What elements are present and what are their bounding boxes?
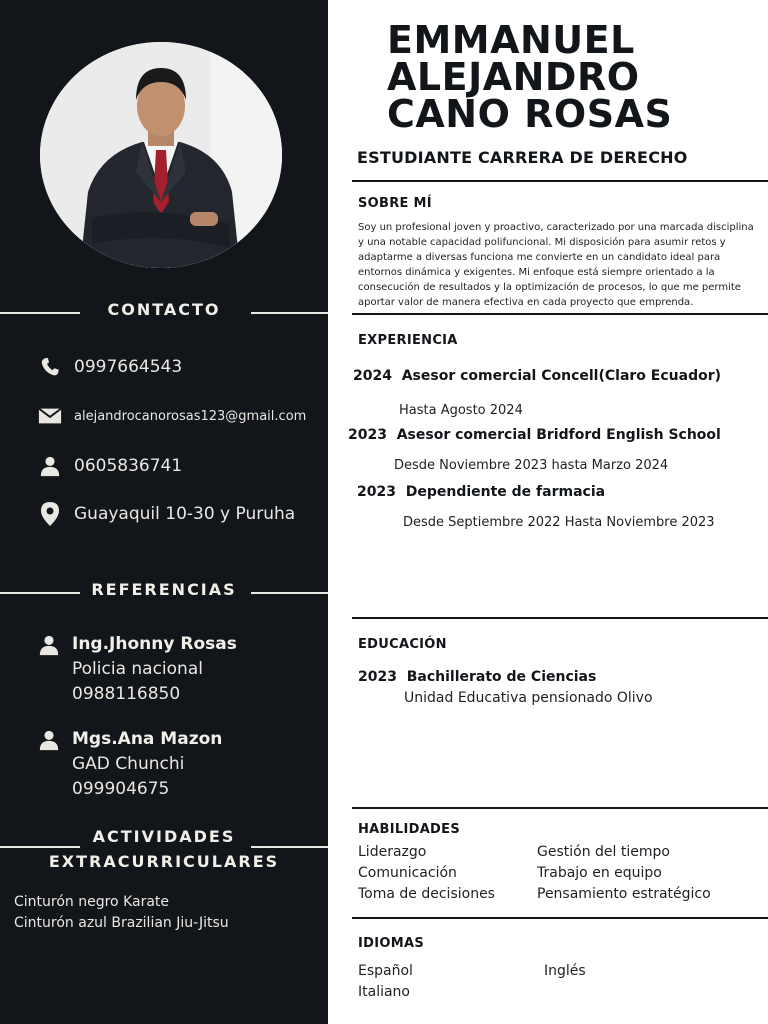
reference-org: Policia nacional — [72, 659, 203, 679]
contact-email — [38, 404, 306, 428]
contact-id — [38, 454, 182, 478]
skill-item: Trabajo en equipo — [537, 865, 662, 881]
id-number: 0605836741 — [74, 456, 183, 476]
education-degree: Bachillerato de Ciencias — [406, 669, 597, 685]
experience-heading: EXPERIENCIA — [358, 333, 458, 348]
activity-item: Cinturón azul Brazilian Jiu-Jitsu — [14, 915, 229, 931]
sidebar — [0, 0, 328, 1024]
phone-icon — [38, 355, 62, 379]
name-line-1: EMMANUEL — [387, 18, 635, 62]
about-heading: SOBRE MÍ — [358, 196, 432, 211]
about-text: Soy un profesional joven y proactivo, caracterizado por una marcada disciplina y una notable capacidad polifuncional. Mi disposición para asumir retos y adaptarme a diversas funciona me convierte en un candidato ideal para entornos dinámica y exigentes. Mi enfoque está siempre orientado a la consecución de resultados y la optimización de procesos, lo que me permite aportar valor de manera efectiva en cada proyecto que emprenda. — [358, 222, 754, 308]
education-year: 2023 — [358, 669, 397, 685]
address: Guayaquil 10-30 y Puruha — [74, 504, 296, 524]
divider — [352, 180, 768, 182]
language-item: Español — [358, 963, 413, 979]
divider — [352, 313, 768, 315]
divider — [251, 846, 328, 848]
experience-period: Desde Septiembre 2022 Hasta Noviembre 2023 — [403, 515, 715, 530]
person-name — [387, 18, 673, 136]
name-line-2: ALEJANDRO — [387, 55, 640, 99]
name-line-3: CANO ROSAS — [387, 92, 673, 136]
experience-year: 2023 — [357, 484, 396, 500]
education-heading: EDUCACIÓN — [358, 637, 447, 652]
education-school: Unidad Educativa pensionado Olivo — [404, 690, 653, 706]
skill-item: Comunicación — [358, 865, 457, 881]
email-address[interactable]: alejandrocanorosas123@gmail.com — [74, 408, 307, 424]
divider — [251, 592, 328, 594]
skill-item: Pensamiento estratégico — [537, 886, 711, 902]
contact-phone — [38, 355, 182, 379]
contact-address — [38, 502, 295, 526]
reference-phone[interactable]: 099904675 — [72, 779, 170, 799]
activities-heading — [0, 827, 328, 877]
reference-name: Ing.Jhonny Rosas — [72, 634, 237, 654]
skill-item: Toma de decisiones — [358, 886, 495, 902]
profile-photo — [40, 42, 282, 268]
skill-item: Gestión del tiempo — [537, 844, 670, 860]
experience-item-title — [353, 368, 721, 384]
references-heading — [0, 580, 328, 606]
divider — [251, 312, 328, 314]
experience-item-title — [357, 484, 605, 500]
experience-item-title — [348, 427, 721, 443]
envelope-icon — [38, 404, 62, 428]
divider — [0, 846, 80, 848]
experience-period: Desde Noviembre 2023 hasta Marzo 2024 — [394, 458, 669, 473]
user-icon — [38, 729, 62, 753]
divider — [352, 807, 768, 809]
experience-role: Asesor comercial Bridford English School — [396, 427, 721, 443]
phone-number[interactable]: 0997664543 — [74, 357, 183, 377]
experience-year: 2023 — [348, 427, 387, 443]
activity-item: Cinturón negro Karate — [14, 894, 170, 910]
education-item-title — [358, 669, 596, 685]
divider — [352, 917, 768, 919]
user-icon — [38, 454, 62, 478]
language-item: Inglés — [544, 963, 586, 979]
activities-list — [14, 892, 229, 934]
experience-role: Dependiente de farmacia — [405, 484, 606, 500]
reference-name: Mgs.Ana Mazon — [72, 729, 223, 749]
skills-heading: HABILIDADES — [358, 822, 460, 837]
main-content — [328, 0, 768, 1024]
language-item: Italiano — [358, 984, 410, 1000]
contact-heading — [0, 300, 328, 326]
experience-role: Asesor comercial Concell(Claro Ecuador) — [401, 368, 722, 384]
user-icon — [38, 634, 62, 658]
activities-heading-line2: EXTRACURRICULARES — [48, 852, 280, 871]
experience-year: 2024 — [353, 368, 392, 384]
location-pin-icon — [38, 502, 62, 526]
reference-org: GAD Chunchi — [72, 754, 185, 774]
person-title: ESTUDIANTE CARRERA DE DERECHO — [357, 148, 688, 167]
references-heading-label: REFERENCIAS — [91, 580, 237, 599]
activities-heading-line1: ACTIVIDADES — [92, 827, 236, 846]
experience-period: Hasta Agosto 2024 — [399, 403, 523, 418]
divider — [352, 617, 768, 619]
skill-item: Liderazgo — [358, 844, 427, 860]
languages-heading: IDIOMAS — [358, 936, 424, 951]
contact-heading-label: CONTACTO — [107, 300, 221, 319]
reference-phone[interactable]: 0988116850 — [72, 684, 181, 704]
